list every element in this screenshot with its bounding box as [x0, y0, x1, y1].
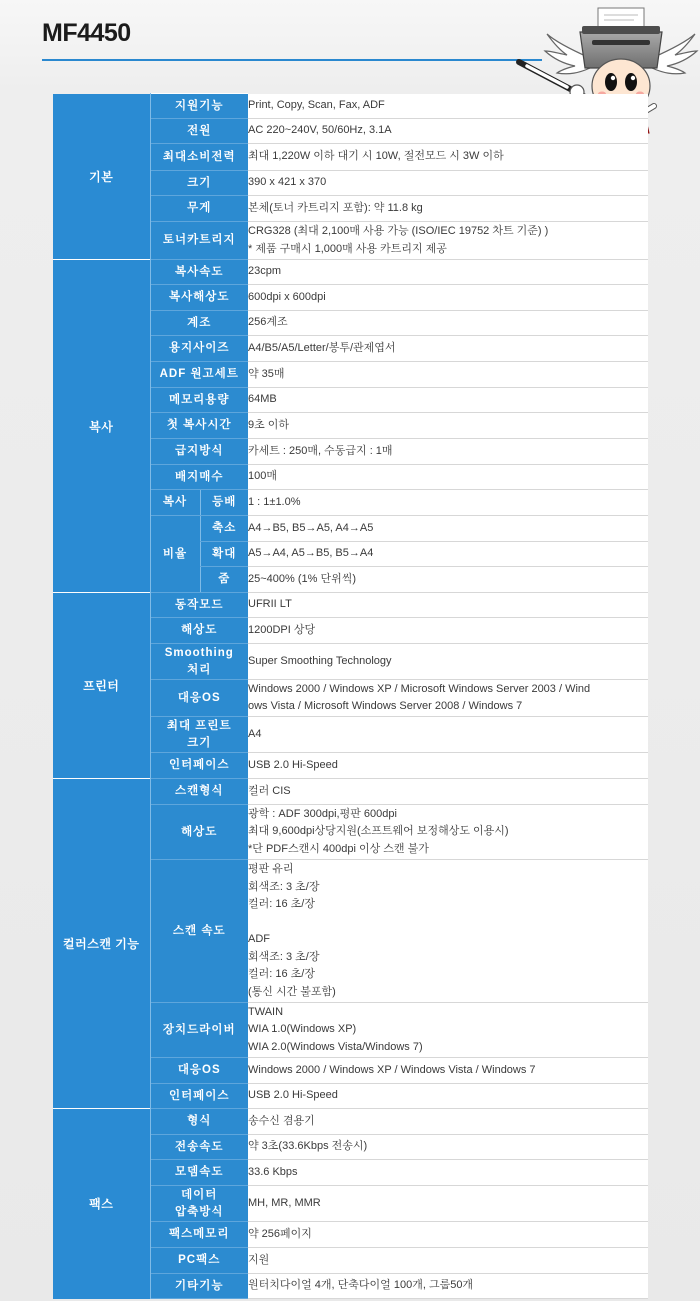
label-toner-cartridge: 토너카트리지 [150, 222, 248, 260]
value-line: 광학 : ADF 300dpi,평판 600dpi [248, 807, 397, 820]
value-line: WIA 1.0(Windows XP) [248, 1023, 357, 1036]
value-line: 평판 유리 [248, 863, 294, 875]
blank-line [248, 914, 648, 932]
label-modem-speed: 모뎀속도 [150, 1160, 248, 1186]
value-line: 컬러: 16 초/장 [248, 898, 315, 910]
value-line: 컬러: 16 초/장 [248, 968, 315, 980]
label-max-print-size [150, 717, 248, 753]
label-transmission-speed: 전송속도 [150, 1135, 248, 1160]
spec-row [53, 260, 648, 285]
value-line: 회색조: 3 초/장 [248, 880, 320, 893]
label-smoothing [150, 644, 248, 680]
value-reduce: A4→B5, B5→A5, A4→A5 [248, 516, 648, 542]
label-line: 압축방식 [175, 1205, 224, 1218]
label-same-size-group: 복사 [150, 490, 200, 516]
value-output-capacity: 100매 [248, 465, 648, 490]
value-support-functions: Print, Copy, Scan, Fax, ADF [248, 94, 648, 119]
category-printer: 프린터 [53, 593, 150, 779]
value-line: CRG328 (최대 2,100매 사용 가능 (ISO/IEC 19752 차트 기준) ) [248, 225, 549, 237]
label-memory: 메모리용량 [150, 388, 248, 413]
label-enlarge: 확대 [200, 542, 248, 567]
title-underline [42, 59, 542, 61]
label-scan-supported-os: 대응OS [150, 1058, 248, 1084]
label-operation-mode: 동작모드 [150, 593, 248, 618]
label-line: 처리 [187, 663, 212, 676]
value-paper-feed: 카세트 : 250매, 수동급지 : 1매 [248, 439, 648, 465]
value-enlarge: A5→A4, A5→B5, B5→A4 [248, 542, 648, 567]
label-line: 최대 프린트 [166, 719, 232, 732]
value-fax-type: 송수신 겸용기 [248, 1109, 648, 1135]
value-pc-fax: 지원 [248, 1248, 648, 1274]
label-weight: 무게 [150, 196, 248, 222]
label-zoom: 줌 [200, 567, 248, 593]
label-scan-type: 스캔형식 [150, 779, 248, 805]
value-line: * 제품 구매시 1,000매 사용 카트리지 제공 [248, 242, 447, 255]
label-pc-fax: PC팩스 [150, 1248, 248, 1274]
label-scan-interface: 인터페이스 [150, 1084, 248, 1109]
value-weight: 본체(토너 카트리지 포함): 약 11.8 kg [248, 196, 648, 222]
spec-row [53, 779, 648, 805]
label-paper-size: 용지사이즈 [150, 336, 248, 362]
label-other-functions: 기타기능 [150, 1274, 248, 1299]
value-other-functions: 원터치다이얼 4개, 단축다이얼 100개, 그룹50개 [248, 1274, 648, 1299]
label-printer-interface: 인터페이스 [150, 753, 248, 779]
value-line: *단 PDF스캔시 400dpi 이상 스캔 불가 [248, 842, 429, 855]
value-data-compression: MH, MR, MMR [248, 1186, 648, 1222]
label-output-capacity: 배지매수 [150, 465, 248, 490]
spec-row [53, 94, 648, 119]
label-fax-memory: 팩스메모리 [150, 1222, 248, 1248]
value-max-print-size: A4 [248, 717, 648, 753]
value-max-power-consumption: 최대 1,220W 이하 대기 시 10W, 절전모드 시 3W 이하 [248, 144, 648, 171]
label-same-size: 등배 [200, 490, 248, 516]
category-basic: 기본 [53, 94, 150, 260]
value-print-resolution: 1200DPI 상당 [248, 618, 648, 644]
label-line: 크기 [187, 736, 212, 749]
value-smoothing: Super Smoothing Technology [248, 644, 648, 680]
label-dimensions: 크기 [150, 171, 248, 196]
value-printer-supported-os [248, 680, 648, 717]
value-zoom: 25~400% (1% 단위씩) [248, 567, 648, 593]
value-first-copy-time: 9초 이하 [248, 413, 648, 439]
label-first-copy-time: 첫 복사시간 [150, 413, 248, 439]
value-line: TWAIN [248, 1005, 284, 1018]
label-copy-speed: 복사속도 [150, 260, 248, 285]
value-gradation: 256계조 [248, 311, 648, 336]
page-title: MF4450 [42, 19, 131, 47]
spec-row [53, 593, 648, 618]
category-color-scan: 컬러스캔 기능 [53, 779, 150, 1109]
label-printer-supported-os: 대응OS [150, 680, 248, 717]
value-line: Windows 2000 / Windows XP / Microsoft Windows Server 2003 / Wind [248, 682, 591, 695]
label-max-power-consumption: 최대소비전력 [150, 144, 248, 171]
label-support-functions: 지원기능 [150, 94, 248, 119]
label-power: 전원 [150, 119, 248, 144]
wand-icon [519, 62, 576, 92]
spec-row [53, 1109, 648, 1135]
label-line: Smoothing [164, 646, 234, 659]
value-scan-supported-os: Windows 2000 / Windows XP / Windows Vista / Windows 7 [248, 1058, 648, 1084]
value-memory: 64MB [248, 388, 648, 413]
label-print-resolution: 해상도 [150, 618, 248, 644]
value-adf-capacity: 약 35매 [248, 362, 648, 388]
label-scan-speed: 스캔 속도 [150, 860, 248, 1003]
value-scan-resolution [248, 805, 648, 860]
value-fax-memory: 약 256페이지 [248, 1222, 648, 1248]
value-line: (통신 시간 불포함) [248, 985, 336, 998]
value-toner-cartridge [248, 222, 648, 260]
value-operation-mode: UFRII LT [248, 593, 648, 618]
label-copy-resolution: 복사해상도 [150, 285, 248, 311]
label-adf-capacity: ADF 원고세트 [150, 362, 248, 388]
value-scan-speed [248, 860, 648, 1003]
label-device-driver: 장치드라이버 [150, 1003, 248, 1058]
value-copy-resolution: 600dpi x 600dpi [248, 285, 648, 311]
value-transmission-speed: 약 3초(33.6Kbps 전송시) [248, 1135, 648, 1160]
value-paper-size: A4/B5/A5/Letter/봉투/관제엽서 [248, 336, 648, 362]
label-paper-feed: 급지방식 [150, 439, 248, 465]
value-dimensions: 390 x 421 x 370 [248, 171, 648, 196]
value-scan-interface: USB 2.0 Hi-Speed [248, 1084, 648, 1109]
label-data-compression [150, 1186, 248, 1222]
label-fax-type: 형식 [150, 1109, 248, 1135]
category-copy: 복사 [53, 260, 150, 593]
label-scan-resolution: 해상도 [150, 805, 248, 860]
value-scan-type: 컬러 CIS [248, 779, 648, 805]
value-printer-interface: USB 2.0 Hi-Speed [248, 753, 648, 779]
label-gradation: 계조 [150, 311, 248, 336]
label-ratio-group: 비율 [150, 516, 200, 593]
value-same-size: 1 : 1±1.0% [248, 490, 648, 516]
value-copy-speed: 23cpm [248, 260, 648, 285]
value-line: 최대 9,600dpi상당지원(소프트웨어 보정해상도 이용시) [248, 825, 509, 838]
label-reduce: 축소 [200, 516, 248, 542]
value-power: AC 220~240V, 50/60Hz, 3.1A [248, 119, 648, 144]
value-line: WIA 2.0(Windows Vista/Windows 7) [248, 1040, 423, 1053]
value-line: ows Vista / Microsoft Windows Server 2008 / Windows 7 [248, 700, 523, 712]
value-device-driver [248, 1003, 648, 1058]
spec-table [53, 93, 648, 1299]
value-line: ADF [248, 933, 270, 945]
label-line: 데이터 [181, 1188, 218, 1201]
value-modem-speed: 33.6 Kbps [248, 1160, 648, 1186]
value-line: 회색조: 3 초/장 [248, 950, 320, 963]
category-fax: 팩스 [53, 1109, 150, 1299]
